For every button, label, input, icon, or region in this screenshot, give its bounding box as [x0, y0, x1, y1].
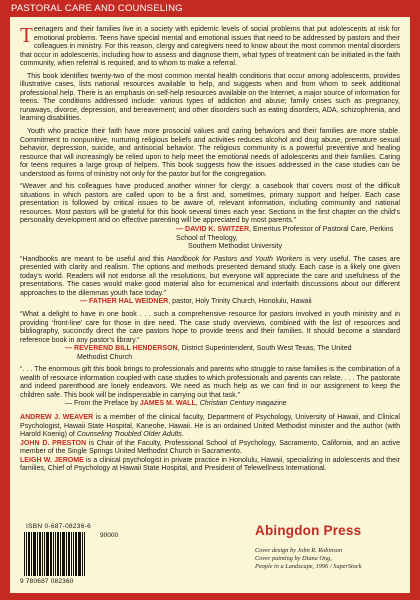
content-panel	[10, 17, 410, 593]
quote-wall: “. . . The enormous gift this book brings to professionals and parents who struggle to raise families is the combination of a wealth of resource information coupled with case studies to which professionals and parents can relate. . . . The pastorate and indeed parenthood are lonely endeavors. We need as much help as we can find in our assignment to keep the children safe. This book will be indispensable in carrying out that task.”	[20, 366, 400, 399]
author-bios	[20, 414, 400, 474]
bio-jerome: LEIGH W. JEROME is a clinical psychologist in private practice in Honolulu, Hawaii, specializing in adolescents and their families, Chief of Psychology at Hawaii State Hospital, and President of Telewellness International.	[20, 456, 400, 473]
quote-weidner: “Handbooks are meant to be useful and this Handbook for Pastors and Youth Workers is very useful. The cases are presented with clarity and realism. The options and methods presented demand study. Each case is a likely one given today’s world. Readers will not endorse all the resolutions, but everyone will appreciate the care and usefulness of the presentations. The cases would make good material also for ecumenical and interfaith discussions about our different approaches to the dilemmas youth face today.”	[20, 255, 400, 297]
drop-cap: T	[20, 23, 33, 47]
cover-credits: Cover design by John R. Robinson Cover painting by Diana Ong, People in a Landscape, 1996 / SuperStock	[255, 547, 362, 570]
attribution-wall: — From the Preface by JAMES M. WALL, Christian Century magazine	[65, 400, 287, 408]
bio-preston: JOHN D. PRESTON is Chair of the Faculty, Professional School of Psychology, Sacramento, California, and an active member of the Single Springs United Methodist Church in Sacramento.	[20, 439, 400, 456]
bio-weaver: ANDREW J. WEAVER is a member of the clinical faculty, Department of Psychology, University of Hawaii, and Clinical Psychologist, Hawaii State Hospital, Kaneohe, Hawaii. He is an ordained United Methodist minister and the author (with Harold Koenig) of Counseling Troubled Older Adults.	[20, 413, 400, 439]
publisher-name: Abingdon Press	[255, 523, 362, 538]
endorser-name: REVEREND BILL HENDERSON	[74, 345, 178, 353]
attribution-henderson: — REVEREND BILL HENDERSON, District Superintendent, South West Texas, The United Methodist Church	[65, 345, 352, 361]
endorser-name: DAVID K. SWITZER	[185, 226, 250, 234]
attribution-switzer: — DAVID K. SWITZER, Emeritus Professor of Pastoral Care, Perkins School of Theology, Southern Methodist University	[176, 226, 394, 251]
quote-henderson: “What a delight to have in one book . . . such a comprehensive resource for pastors involved in youth ministry and in providing ‘front-line’ care for those in dire need. The case study overviews, combined with the list of resources and bibliography, succinctly direct the care pastors hope to provide teens and their families. It should become a standard reference book in any pastor’s library.”	[20, 310, 400, 344]
price-code: 90000	[100, 532, 119, 539]
endorser-name: FATHER HAL WEIDNER	[89, 298, 169, 306]
intro-paragraph-3: Youth who practice their faith have more prosocial values and caring behaviors and their families are more stable. Commitment to nonpunitive, nurturing religious beliefs and activities reduces alcohol and drug abuse, premature sexual behavior, depression, suicide, and antisocial behavior. The religious community is a powerful preventive and healing resource that will increasingly be relied upon to help meet the emotional needs of adolescents and their families. Caring for teens requires a large group of helpers. This book suggests how the issues addressed in the case studies can be understood as forms of ministry not only for the pastor but for the congregation.	[20, 128, 400, 178]
quote-switzer: “Weaver and his colleagues have produced another winner for clergy: a casebook that covers most of the difficult situations in which pastors are called upon to be a first and, sometimes, primary support and helper. Each case presentation is followed by critical issues to be aware of, relevant information, including community and national resources. Most pastors will be grateful for this book several times each year. Sections in the first chapter on the child’s personality development and on effective parenting will be appreciated by most parents.”	[20, 183, 400, 225]
intro-paragraph-2: This book identifies twenty-two of the most common mental health conditions that occur among adolescents, provides illustrative cases, lists national resources available to help, and suggests when and from whom to seek additional professional help. There is an emphasis on self-help resources available on the Internet, a major source of information for teens. The conditions addressed include: various types of addiction and abuse; family crises such as pregnancy, runaways, divorce, depression, and bereavement; and other disorders such as eating disorders, ADA, schizophrenia, and learning disabilities.	[20, 72, 400, 123]
barcode-number: 9 780687 082360	[20, 578, 74, 585]
barcode	[20, 523, 140, 587]
isbn-text: ISBN 0-687-08236-6	[26, 523, 92, 530]
endorser-name: JAMES M. WALL	[139, 400, 196, 408]
intro-paragraph-1: Teenagers and their families live in a society with epidemic levels of social problems that put adolescents at risk for emotional problems. Teens have special mental and emotional issues that need to be addressed by pastors and their colleagues in ministry. For this reason, clergy and caregivers need to know about the most common mental disorders that occur in adolescents, including how to assess and diagnose them, what types of treatment can be initiated in the faith community, when referral is required, and to whom to make a referral.	[20, 23, 400, 68]
attribution-weidner: — FATHER HAL WEIDNER, pastor, Holy Trinity Church, Honolulu, Hawaii	[80, 298, 312, 306]
series-title: PASTORAL CARE AND COUNSELING	[11, 3, 183, 14]
